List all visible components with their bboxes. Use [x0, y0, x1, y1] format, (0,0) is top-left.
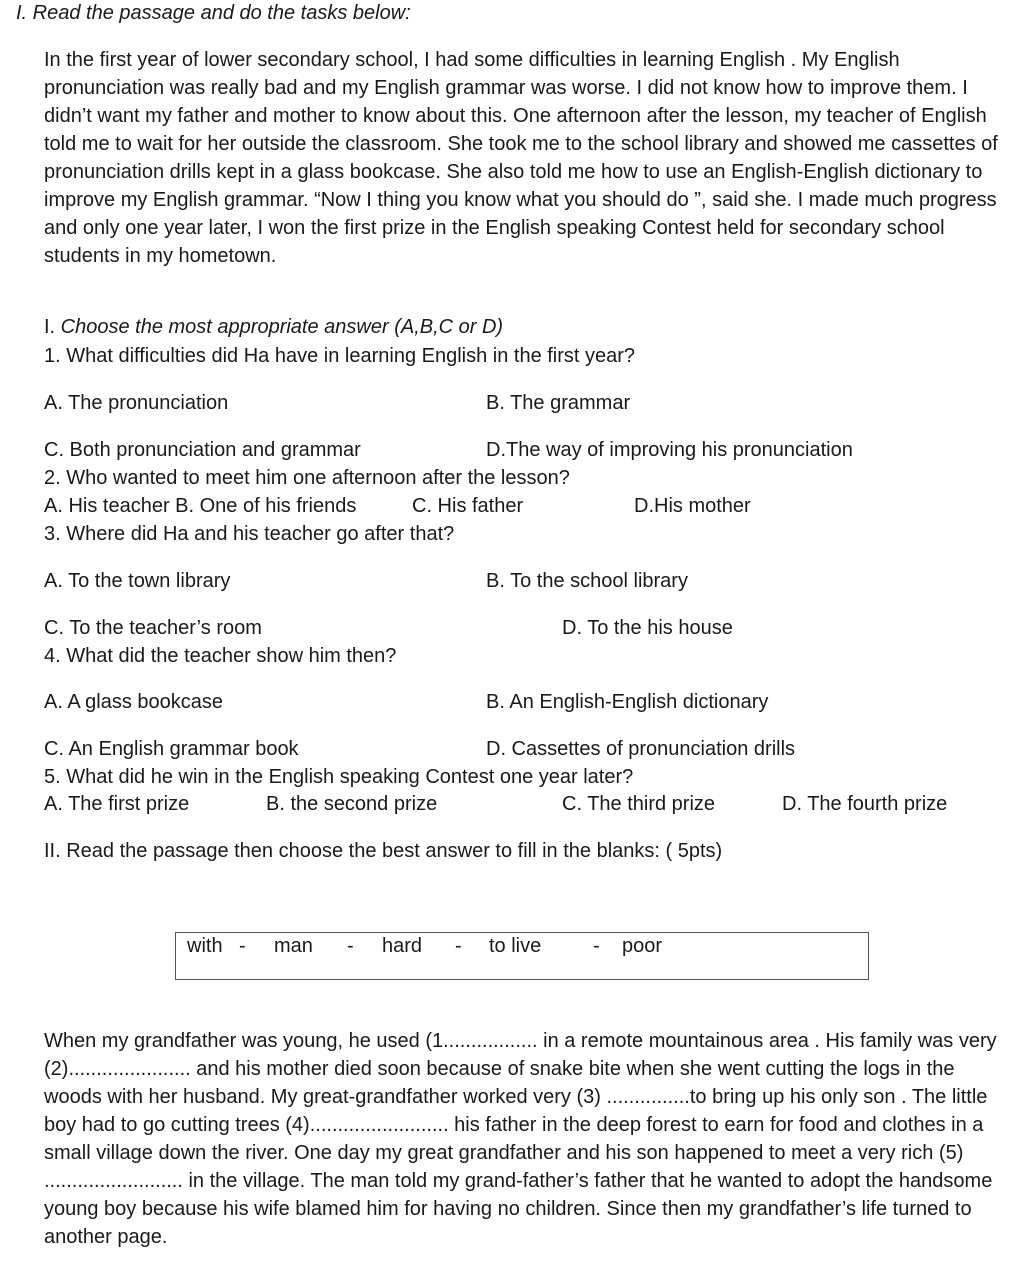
word-with: with	[187, 935, 223, 957]
q4-option-c: C. An English grammar book	[44, 738, 299, 760]
question-2: 2. Who wanted to meet him one afternoon after the lesson?	[44, 467, 570, 489]
q5-option-c: C. The third prize	[562, 793, 716, 815]
word-separator: -	[593, 935, 600, 957]
word-poor: poor	[622, 935, 663, 957]
fill-in-passage: When my grandfather was young, he used (1................. in a remote mountainous area . His family was very (2)...................... and his mother died soon because of snake bite when she went cutting the logs in the woods with her husband. My great-grandfather worked very (3) ...............to bring up his only son . The little boy had to go cutting trees (4)......................... his father in the deep forest to earn for food and clothes in a small village down the river. One day my great grandfather and his son happened to meet a very rich (5) ......................... in the village. The man told my grand-father’s father that he wanted to adopt the handsome young boy because his wife blamed him for having no children. Since then my grandfather’s life turned to another page.	[44, 1030, 997, 1248]
q1-option-d: D.The way of improving his pronunciation	[486, 439, 853, 461]
q2-option-d: D.His mother	[634, 495, 751, 517]
q3-option-b: B. To the school library	[486, 570, 688, 592]
q3-option-a: A. To the town library	[44, 570, 231, 592]
question-5: 5. What did he win in the English speaking Contest one year later?	[44, 766, 634, 788]
q1-option-c: C. Both pronunciation and grammar	[44, 439, 361, 461]
q1-option-b: B. The grammar	[486, 392, 631, 414]
part1-prefix: I.	[44, 316, 61, 338]
part2-heading: II. Read the passage then choose the best answer to fill in the blanks: ( 5pts)	[44, 840, 723, 862]
part1-heading-text: Choose the most appropriate answer (A,B,C or D)	[60, 316, 504, 338]
q4-option-b: B. An English-English dictionary	[486, 691, 769, 713]
word-to-live: to live	[489, 935, 542, 957]
word-separator: -	[239, 935, 246, 957]
question-1: 1. What difficulties did Ha have in learning English in the first year?	[44, 345, 636, 367]
question-3: 3. Where did Ha and his teacher go after that?	[44, 523, 455, 545]
q5-option-a: A. The first prize	[44, 793, 190, 815]
reading-passage: In the first year of lower secondary school, I had some difficulties in learning English . My English pronunciation was really bad and my English grammar was worse. I did not know how to improve them. I didn’t want my father and mother to know about this. One afternoon after the lesson, my teacher of English told me to wait for her outside the classroom. She took me to the school library and showed me cassettes of pronunciation drills kept in a glass bookcase. She also told me how to use an English-English dictionary to improve my English grammar. “Now I thing you know what you should do ”, said she. I made much progress and only one year later, I won the first prize in the English speaking Contest held for secondary school students in my hometown.	[44, 49, 998, 267]
q2-option-c: C. His father	[412, 495, 524, 517]
word-hard: hard	[382, 935, 423, 957]
q2-option-ab: A. His teacher B. One of his friends	[44, 495, 357, 517]
q3-option-d: D. To the his house	[562, 617, 733, 639]
q1-option-a: A. The pronunciation	[44, 392, 229, 414]
word-man: man	[274, 935, 313, 957]
q5-option-d: D. The fourth prize	[782, 793, 948, 815]
word-separator: -	[455, 935, 462, 957]
q5-option-b: B. the second prize	[266, 793, 438, 815]
q4-option-a: A. A glass bookcase	[44, 691, 224, 713]
word-box	[175, 932, 869, 980]
question-4: 4. What did the teacher show him then?	[44, 645, 397, 667]
q3-option-c: C. To the teacher’s room	[44, 617, 262, 639]
word-separator: -	[347, 935, 354, 957]
q4-option-d: D. Cassettes of pronunciation drills	[486, 738, 796, 760]
part1-heading	[44, 316, 503, 339]
page-title: I. Read the passage and do the tasks below:	[16, 2, 411, 24]
